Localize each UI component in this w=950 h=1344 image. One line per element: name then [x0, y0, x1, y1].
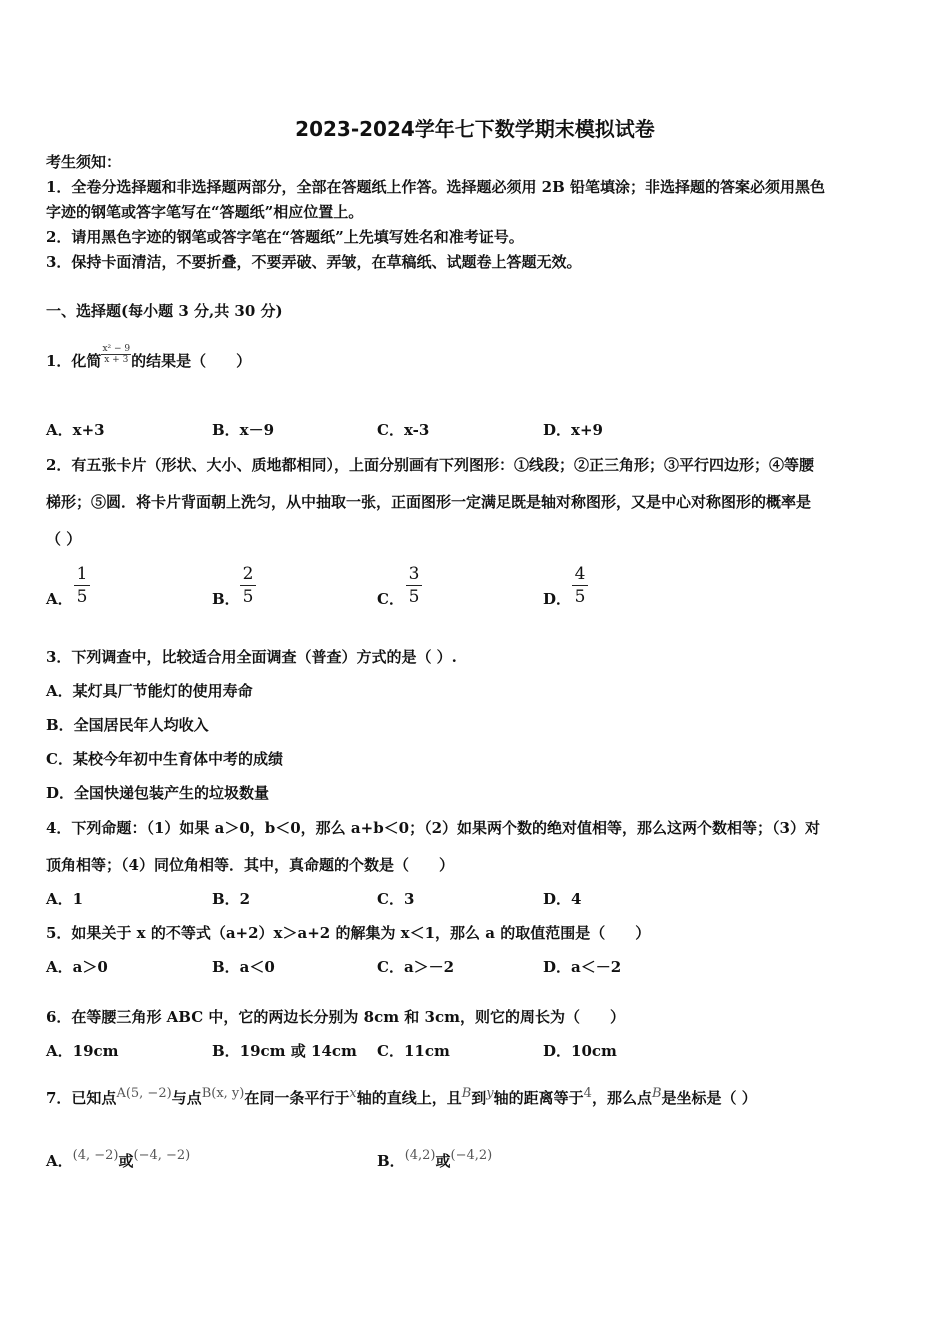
q6-option-c: C．11cm — [377, 1042, 450, 1060]
q7-stem — [46, 1088, 757, 1110]
q2-frac-a — [72, 564, 92, 607]
q1-pre: 1．化简 — [46, 352, 102, 370]
q7-math-x: x — [349, 1086, 357, 1101]
q7-text-8: 是坐标是（ ） — [661, 1089, 757, 1107]
q3-option-d: D．全国快递包装产生的垃圾数量 — [46, 784, 270, 802]
q7-b-or: 或 — [435, 1152, 451, 1170]
q3-option-c: C．某校今年初中生育体中考的成绩 — [46, 750, 283, 768]
q7-a-label: A． — [46, 1152, 73, 1170]
q7-text-4: 轴的直线上，且 — [356, 1089, 462, 1107]
q7-text-2: 与点 — [171, 1089, 202, 1107]
q7-text-3: 在同一条平行于 — [244, 1089, 350, 1107]
q4-line-2: 顶角相等；（4）同位角相等．其中，真命题的个数是（ ） — [46, 856, 454, 874]
q7-math-y: y — [486, 1086, 494, 1101]
q1-post: 的结果是（ ） — [131, 352, 252, 370]
q7-a-math-1: (4, −2) — [72, 1148, 119, 1163]
q4-option-d: D．4 — [543, 890, 582, 908]
q2-frac-c-num: 3 — [408, 564, 420, 584]
q2-frac-a-num: 1 — [76, 564, 88, 584]
q3-option-a: A．某灯具厂节能灯的使用寿命 — [46, 682, 253, 700]
notice-line-1a: 1．全卷分选择题和非选择题两部分，全部在答题纸上作答。选择题必须用 2B 铅笔填涂；非选择题的答案必须用黑色 — [46, 178, 826, 196]
q2-frac-b-num: 2 — [242, 564, 254, 584]
q7-b-math-1: (4,2) — [404, 1148, 436, 1163]
q2-frac-d — [570, 564, 590, 607]
q3-stem: 3．下列调查中，比较适合用全面调查（普查）方式的是（ ）. — [46, 648, 457, 666]
q7-text-1: 7．已知点 — [46, 1089, 117, 1107]
q7-option-a — [46, 1148, 191, 1173]
q2-frac-b — [238, 564, 258, 607]
q7-math-b: B(x, y) — [201, 1086, 245, 1101]
q5-option-c: C．a＞－2 — [377, 958, 455, 976]
q7-math-a: A(5, −2) — [116, 1086, 172, 1101]
q7-a-or: 或 — [118, 1152, 134, 1170]
q1-stem — [46, 343, 252, 373]
page-title: 2023-2024学年七下数学期末模拟试卷 — [295, 117, 655, 141]
q7-math-4: 4 — [583, 1086, 592, 1101]
q6-stem: 6．在等腰三角形 ABC 中，它的两边长分别为 8cm 和 3cm，则它的周长为（ ） — [46, 1008, 625, 1026]
q6-option-a: A．19cm — [46, 1042, 119, 1060]
q6-option-d: D．10cm — [543, 1042, 617, 1060]
q1-option-c: C．x-3 — [377, 421, 430, 439]
q2-option-a: A． — [46, 590, 73, 608]
q1-frac-den: x + 3 — [104, 354, 129, 365]
q4-option-b: B．2 — [212, 890, 251, 908]
q7-b-label: B． — [377, 1152, 405, 1170]
q2-option-b: B． — [212, 590, 240, 608]
q1-frac-num: x² − 9 — [102, 343, 131, 354]
q7-text-6: 轴的距离等于 — [493, 1089, 584, 1107]
q1-option-d: D．x+9 — [543, 421, 603, 439]
notice-line-1b: 字迹的钢笔或答字笔写在“答题纸”相应位置上。 — [46, 203, 364, 221]
q2-line-3: （ ） — [46, 530, 82, 548]
q2-frac-d-den: 5 — [574, 587, 586, 607]
q7-text-5: 到 — [471, 1089, 487, 1107]
q2-frac-c — [404, 564, 424, 607]
q2-option-c: C． — [377, 590, 404, 608]
q1-option-b: B．x－9 — [212, 421, 275, 439]
q2-option-d: D． — [543, 590, 572, 608]
q5-option-a: A．a＞0 — [46, 958, 108, 976]
q2-frac-b-den: 5 — [242, 587, 254, 607]
q1-option-a: A．x+3 — [46, 421, 105, 439]
q1-fraction — [101, 344, 131, 365]
q7-option-b — [377, 1148, 493, 1173]
q4-option-c: C．3 — [377, 890, 415, 908]
q7-text-7: ，那么点 — [591, 1089, 652, 1107]
q2-line-2: 梯形；⑤圆．将卡片背面朝上洗匀，从中抽取一张，正面图形一定满足既是轴对称图形，又是中心对称图形的概率是 — [46, 493, 812, 511]
q2-line-1: 2．有五张卡片（形状、大小、质地都相同），上面分别画有下列图形：①线段；②正三角形；③平行四边形；④等腰 — [46, 456, 814, 474]
q4-line-1: 4．下列命题：（1）如果 a＞0，b＜0，那么 a+b＜0；（2）如果两个数的绝对值相等，那么这两个数相等；（3）对 — [46, 819, 820, 837]
q3-option-b: B．全国居民年人均收入 — [46, 716, 209, 734]
q4-option-a: A．1 — [46, 890, 84, 908]
notice-heading: 考生须知： — [46, 153, 122, 171]
q2-frac-c-den: 5 — [408, 587, 420, 607]
q7-a-math-2: (−4, −2) — [133, 1148, 191, 1163]
q7-math-b2: B — [461, 1086, 472, 1101]
q2-frac-d-num: 4 — [574, 564, 586, 584]
notice-line-2: 2．请用黑色字迹的钢笔或答字笔在“答题纸”上先填写姓名和准考证号。 — [46, 228, 524, 246]
q5-stem: 5．如果关于 x 的不等式（a+2）x＞a+2 的解集为 x＜1，那么 a 的取值范围是（ ） — [46, 924, 651, 942]
q6-option-b: B．19cm 或 14cm — [212, 1042, 357, 1060]
q7-math-b3: B — [651, 1086, 662, 1101]
section-heading: 一、选择题(每小题 3 分,共 30 分) — [46, 302, 283, 320]
notice-line-3: 3．保持卡面清洁，不要折叠，不要弄破、弄皱，在草稿纸、试题卷上答题无效。 — [46, 253, 582, 271]
q7-b-math-2: (−4,2) — [450, 1148, 493, 1163]
q5-option-d: D．a＜－2 — [543, 958, 622, 976]
q2-frac-a-den: 5 — [76, 587, 88, 607]
q5-option-b: B．a＜0 — [212, 958, 275, 976]
